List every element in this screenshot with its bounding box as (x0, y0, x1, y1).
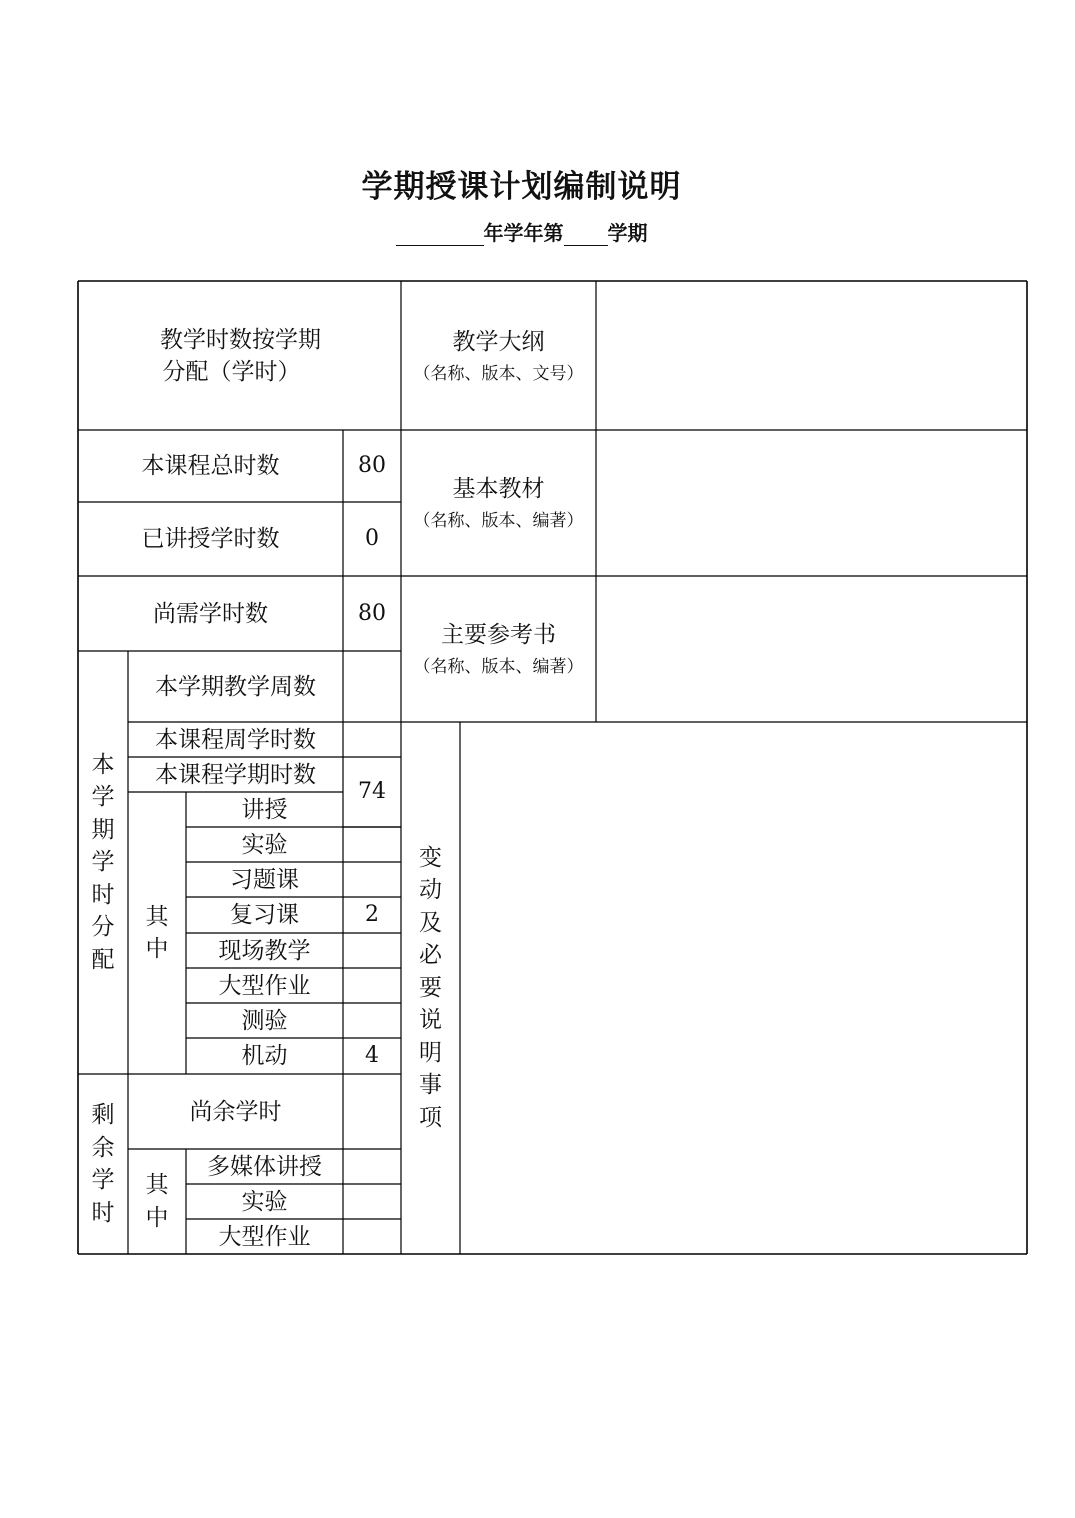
among-label: 其 中 (145, 903, 169, 962)
academic-year-blank[interactable] (396, 225, 484, 246)
total-hours-value[interactable]: 80 (358, 453, 386, 478)
remain-breakdown-value[interactable] (343, 1184, 401, 1219)
breakdown-value[interactable] (343, 827, 401, 862)
reference-sublabel: （名称、版本、编著） (413, 657, 584, 677)
syllabus-label: 教学大纲 (452, 328, 545, 355)
remaining-hours-label: 尚余学时 (189, 1098, 282, 1125)
total-hours-label: 本课程总时数 (141, 453, 280, 479)
remaining-hours-group-label: 剩 余 学 时 (91, 1102, 115, 1226)
needed-hours-label: 尚需学时数 (153, 600, 268, 627)
breakdown-label: 实验 (241, 831, 288, 858)
syllabus-sublabel: （名称、版本、文号） (413, 363, 584, 384)
weekly-hours-value[interactable] (343, 722, 401, 757)
breakdown-label: 复习课 (230, 902, 299, 928)
remain-breakdown-value[interactable] (343, 1149, 401, 1184)
remain-breakdown-label: 多媒体讲授 (207, 1153, 322, 1180)
textbook-sublabel: （名称、版本、编著） (413, 511, 584, 531)
breakdown-label: 习题课 (230, 866, 299, 893)
notes-value-cell[interactable] (460, 722, 1027, 1254)
breakdown-label: 大型作业 (218, 972, 311, 999)
academic-year-text: 年学年第 (483, 221, 564, 245)
reference-label-cell (401, 576, 596, 722)
taught-hours-value[interactable]: 0 (365, 526, 379, 551)
semester-distribution-label: 本 学 期 学 时 分 配 (91, 751, 115, 973)
academic-year-line (0, 217, 1043, 246)
textbook-label: 基本教材 (452, 476, 545, 502)
breakdown-label: 机动 (241, 1043, 288, 1069)
semester-weeks-label: 本学期教学周数 (155, 673, 316, 700)
remain-breakdown-label: 大型作业 (218, 1223, 311, 1250)
hours-distribution-header (78, 281, 401, 430)
semester-weeks-value[interactable] (343, 651, 401, 722)
breakdown-value[interactable] (343, 1003, 401, 1038)
syllabus-value-cell[interactable] (596, 281, 1027, 430)
semester-hours-label: 本课程学期时数 (155, 761, 316, 788)
remain-among-label: 其 中 (145, 1172, 169, 1231)
breakdown-label: 测验 (241, 1007, 288, 1034)
hours-distribution-line2: 分配（学时） (162, 358, 301, 385)
remain-breakdown-label: 实验 (241, 1188, 288, 1215)
hours-distribution-line1: 教学时数按学期 (160, 326, 321, 353)
page-title: 学期授课计划编制说明 (361, 169, 682, 205)
textbook-value-cell[interactable] (596, 430, 1027, 576)
needed-hours-value[interactable]: 80 (358, 600, 386, 626)
breakdown-value[interactable] (343, 862, 401, 897)
remain-breakdown-value[interactable] (343, 1219, 401, 1254)
taught-hours-label: 已讲授学时数 (141, 526, 280, 552)
reference-value-cell[interactable] (596, 576, 1027, 722)
breakdown-value[interactable]: 4 (365, 1043, 379, 1068)
breakdown-label: 现场教学 (218, 937, 311, 964)
breakdown-value[interactable]: 2 (365, 902, 379, 927)
semester-text: 学期 (607, 221, 648, 245)
syllabus-label-cell (401, 281, 596, 430)
semester-number-blank[interactable] (564, 225, 608, 246)
remaining-hours-value[interactable] (343, 1074, 401, 1149)
breakdown-value[interactable] (343, 933, 401, 968)
breakdown-value[interactable] (343, 968, 401, 1003)
notes-label: 变 动 及 必 要 说 明 事 项 (419, 844, 442, 1131)
semester-hours-value[interactable]: 74 (358, 779, 386, 804)
breakdown-label: 讲授 (241, 796, 288, 823)
textbook-label-cell (401, 430, 596, 576)
reference-label: 主要参考书 (441, 622, 556, 648)
weekly-hours-label: 本课程周学时数 (155, 726, 316, 753)
